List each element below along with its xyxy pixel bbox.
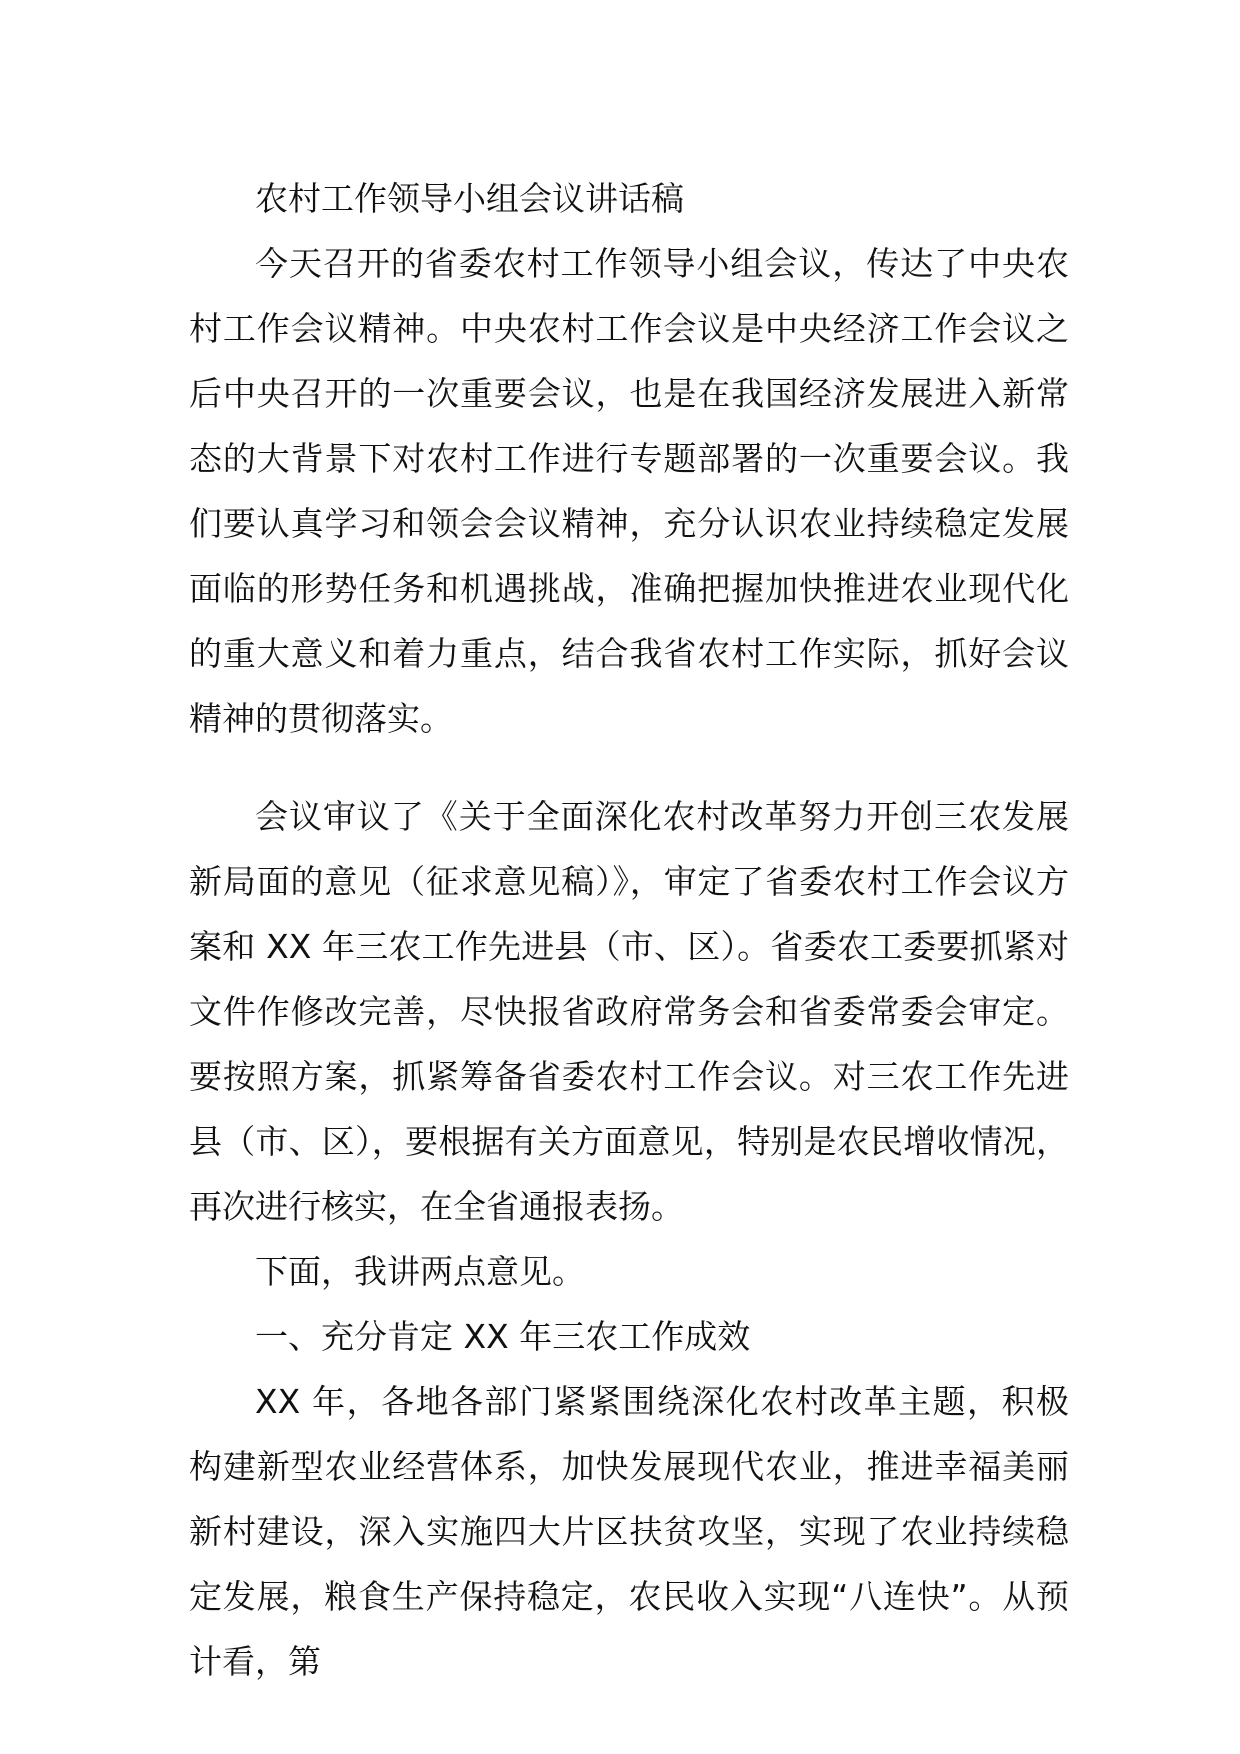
paragraph-2: 会议审议了《关于全面深化农村改革努力开创三农发展新局面的意见（征求意见稿）》，审定了省委农村工作会议方案和 XX 年三农工作先进县（市、区）。省委农工委要抓紧对文件作修改完善，尽快报省政府常务会和省委常委会审定。要按照方案，抓紧筹备省委农村工作会议。对三农工作先进县（市、区），要根据有关方面意见，特别是农民增收情况，再次进行核实，在全省通报表扬。	[189, 797, 1069, 1226]
document-body	[189, 166, 1069, 1694]
document-title: 农村工作领导小组会议讲话稿	[255, 179, 684, 218]
paragraph-1: 今天召开的省委农村工作领导小组会议，传达了中央农村工作会议精神。中央农村工作会议是中央经济工作会议之后中央召开的一次重要会议，也是在我国经济发展进入新常态的大背景下对农村工作进行专题部署的一次重要会议。我们要认真学习和领会会议精神，充分认识农业持续稳定发展面临的形势任务和机遇挑战，准确把握加快推进农业现代化的重大意义和着力重点，结合我省农村工作实际，抓好会议精神的贯彻落实。	[189, 244, 1069, 738]
paragraph-4: XX 年，各地各部门紧紧围绕深化农村改革主题，积极构建新型农业经营体系，加快发展现代农业，推进幸福美丽新村建设，深入实施四大片区扶贫攻坚，实现了农业持续稳定发展，粮食生产保持稳定，农民收入实现“八连快”。从预计看，第	[189, 1382, 1069, 1681]
paragraph-3: 下面，我讲两点意见。	[255, 1252, 585, 1291]
section-heading-1: 一、充分肯定 XX 年三农工作成效	[255, 1317, 751, 1356]
